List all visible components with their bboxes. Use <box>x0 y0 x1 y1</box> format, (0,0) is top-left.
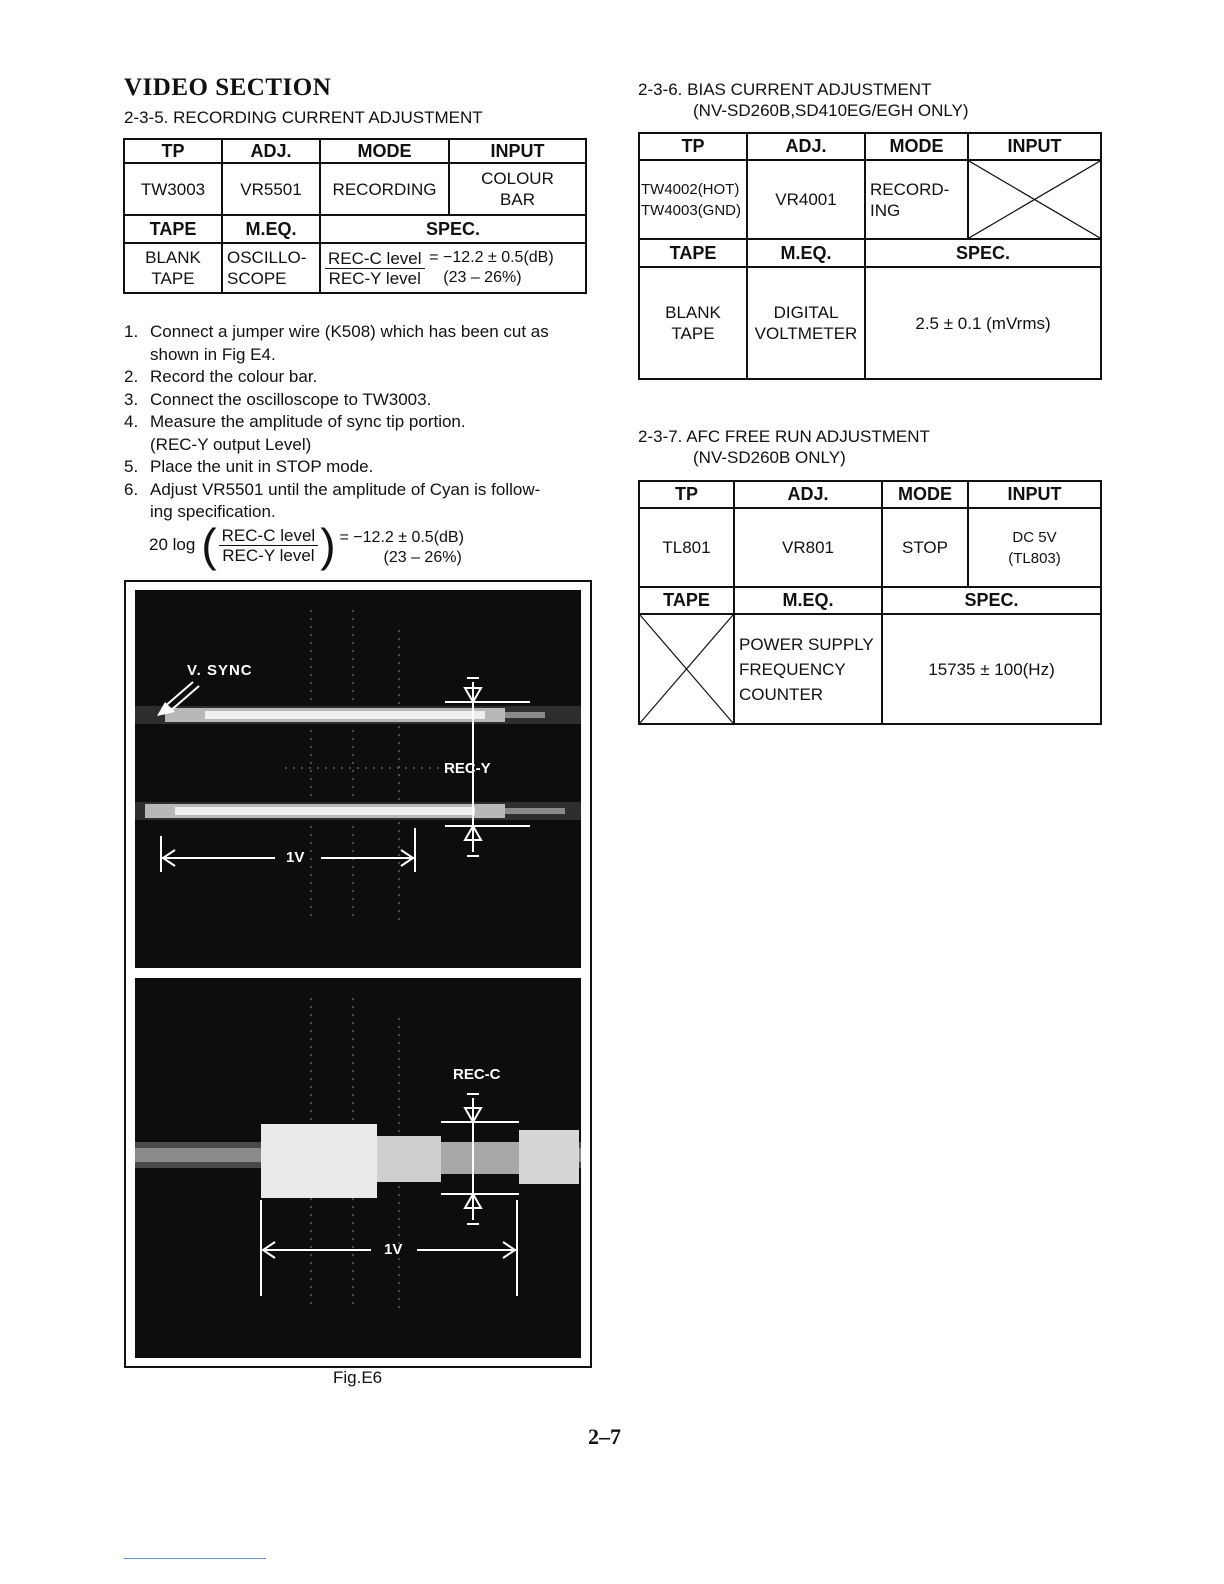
header-meq: M.EQ. <box>222 215 320 243</box>
scope-bottom-svg <box>135 978 581 1358</box>
formula-value: = −12.2 ± 0.5(dB) <box>339 529 464 546</box>
oscilloscope-top <box>135 590 581 968</box>
step-item: 5. Place the unit in STOP mode. <box>124 457 374 476</box>
oscilloscope-bottom <box>135 978 581 1358</box>
footer-rule <box>124 1558 266 1559</box>
step-item: 6. Adjust VR5501 until the amplitude of Cyan is follow- ing specification. <box>124 479 541 521</box>
cell-adj: VR801 <box>734 508 882 587</box>
header-mode: MODE <box>320 139 449 163</box>
cell-input: DC 5V (TL803) <box>968 508 1101 587</box>
header-tape: TAPE <box>639 239 747 267</box>
header-adj: ADJ. <box>734 481 882 508</box>
cell-tape: BLANK TAPE <box>124 243 222 293</box>
formula-percent: (23 – 26%) <box>383 549 462 566</box>
cell-meq: DIGITAL VOLTMETER <box>747 267 865 379</box>
spec-value: = −12.2 ± 0.5(dB) <box>429 249 554 266</box>
step-item: 1. Connect a jumper wire (K508) which has been cut as shown in Fig E4. <box>124 322 549 364</box>
cell-tp: TL801 <box>639 508 734 587</box>
header-spec: SPEC. <box>882 587 1101 614</box>
header-tape: TAPE <box>639 587 734 614</box>
figure-caption: Fig.E6 <box>333 1368 383 1387</box>
afc-free-run-table <box>638 480 1102 725</box>
cell-mode: RECORDING <box>320 163 449 215</box>
spec-fraction: $\frac{\text{REC-C level}}{\text{REC-Y level}}$ <box>325 249 425 288</box>
header-tape: TAPE <box>124 215 222 243</box>
cell-spec: 15735 ± 100(Hz) <box>882 614 1101 724</box>
header-input: INPUT <box>968 133 1101 160</box>
formula-fraction: $\frac{\text{REC-C level}}{\text{REC-Y level}}$ <box>219 526 319 565</box>
header-mode: MODE <box>865 133 968 160</box>
label-vsync: V. SYNC <box>187 662 253 679</box>
header-meq: M.EQ. <box>734 587 882 614</box>
step-item: 3. Connect the oscilloscope to TW3003. <box>124 389 432 409</box>
afc-subtitle: (NV-SD260B ONLY) <box>693 448 846 467</box>
cell-meq: OSCILLO- SCOPE <box>222 243 320 293</box>
header-spec: SPEC. <box>320 215 586 243</box>
header-tp: TP <box>639 481 734 508</box>
formula: 20 log ( $\frac{\text{REC-C level}}{\text{REC-Y level}}$ ) = −12.2 ± 0.5(dB) (23 – 26%) <box>149 519 464 571</box>
cell-meq: POWER SUPPLY FREQUENCY COUNTER <box>734 614 882 724</box>
header-meq: M.EQ. <box>747 239 865 267</box>
cross-icon <box>640 615 733 723</box>
cell-tape: BLANK TAPE <box>639 267 747 379</box>
cell-mode: RECORD- ING <box>865 160 968 239</box>
header-adj: ADJ. <box>222 139 320 163</box>
afc-title: 2-3-7. AFC FREE RUN ADJUSTMENT <box>638 427 930 446</box>
cell-mode: STOP <box>882 508 968 587</box>
recording-current-table <box>123 138 587 294</box>
cell-tape-na <box>639 614 734 724</box>
cell-tp: TW4002(HOT) TW4003(GND) <box>639 160 747 239</box>
label-recc: REC-C <box>453 1066 501 1083</box>
header-mode: MODE <box>882 481 968 508</box>
header-spec: SPEC. <box>865 239 1101 267</box>
cell-adj: VR5501 <box>222 163 320 215</box>
header-adj: ADJ. <box>747 133 865 160</box>
section-heading: VIDEO SECTION <box>124 74 332 101</box>
step-item: 2. Record the colour bar. <box>124 367 318 386</box>
procedure-steps <box>124 321 594 524</box>
spec-percent: (23 – 26%) <box>443 269 522 286</box>
subsection-title: 2-3-5. RECORDING CURRENT ADJUSTMENT <box>124 108 483 127</box>
bias-title: 2-3-6. BIAS CURRENT ADJUSTMENT <box>638 80 932 99</box>
page-number: 2–7 <box>588 1424 621 1449</box>
cell-input-na <box>968 160 1101 239</box>
header-tp: TP <box>124 139 222 163</box>
cell-tp: TW3003 <box>124 163 222 215</box>
cross-icon <box>969 161 1100 238</box>
cell-spec: 2.5 ± 0.1 (mVrms) <box>865 267 1101 379</box>
bias-current-table <box>638 132 1102 380</box>
header-input: INPUT <box>968 481 1101 508</box>
formula-prefix: 20 log <box>149 535 196 554</box>
label-recy: REC-Y <box>444 760 491 777</box>
step-item: 4. Measure the amplitude of sync tip portion. (REC-Y output Level) <box>124 412 466 454</box>
label-1v-bottom: 1V <box>384 1241 403 1258</box>
cell-adj: VR4001 <box>747 160 865 239</box>
cell-input: COLOUR BAR <box>449 163 586 215</box>
label-1v-top: 1V <box>286 849 305 866</box>
bias-subtitle: (NV-SD260B,SD410EG/EGH ONLY) <box>693 101 969 120</box>
header-input: INPUT <box>449 139 586 163</box>
scope-top-svg <box>135 590 581 968</box>
cell-spec <box>320 243 586 293</box>
header-tp: TP <box>639 133 747 160</box>
